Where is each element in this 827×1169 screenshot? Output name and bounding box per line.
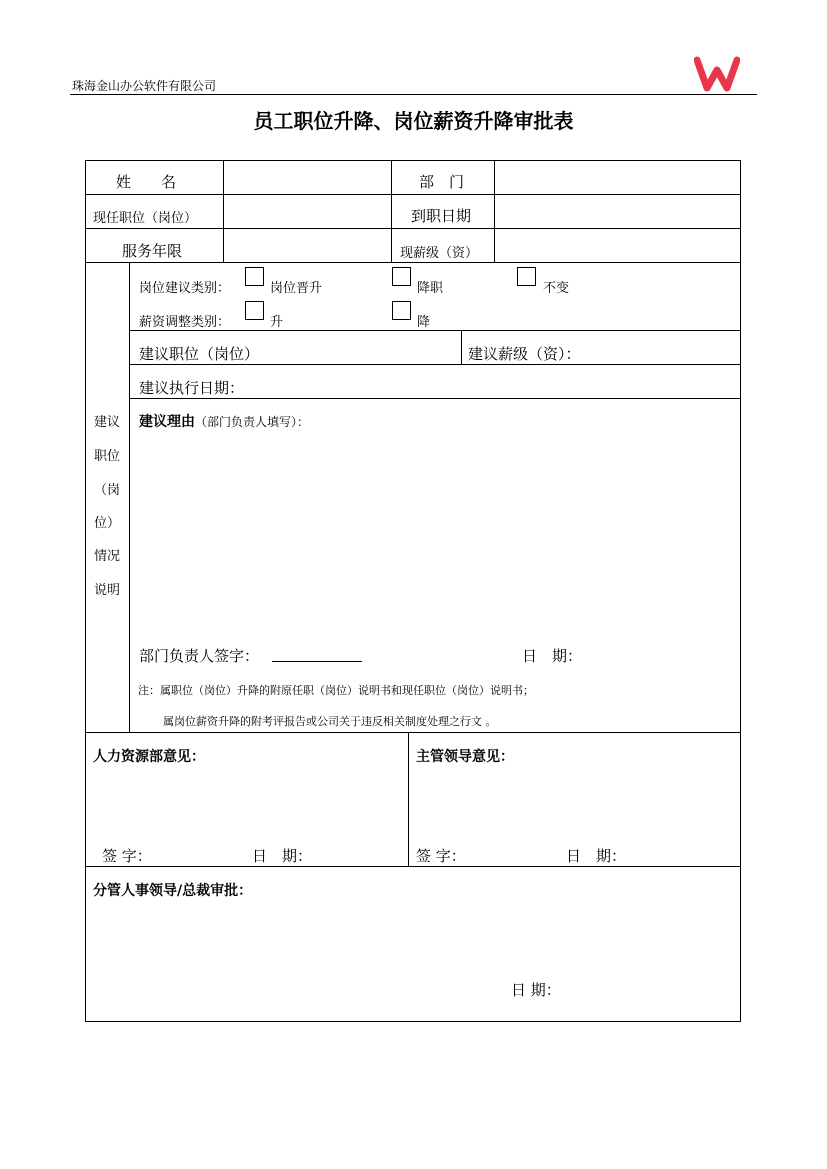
service-years-field[interactable] [224,229,391,262]
service-years-label: 服务年限 [122,242,183,260]
hr-opinion-label: 人力资源部意见： [93,749,205,765]
suggest-salary-field[interactable] [606,331,740,364]
reason-hint: （部门负责人填写）： [195,415,310,429]
col-divider [129,262,130,732]
exec-date-field[interactable] [256,365,740,398]
row-divider [86,262,740,263]
final-approval-field[interactable] [90,901,736,1011]
header-rule [70,94,757,95]
dept-date-label: 日 期： [522,647,583,665]
reason-heading [139,411,309,431]
post-demote-checkbox[interactable] [392,267,411,286]
post-promote-checkbox[interactable] [245,267,264,286]
col-divider [408,732,409,866]
current-salary-field[interactable] [495,229,740,262]
final-approval-label: 分管人事领导/总裁审批： [93,883,253,899]
salary-down-checkbox[interactable] [392,301,411,320]
post-promote-label: 岗位晋升 [270,281,323,296]
join-date-label: 到职日期 [411,207,472,225]
suggest-post-field[interactable] [296,331,461,364]
dept-label: 部 门 [419,173,465,191]
company-name: 珠海金山办公软件有限公司 [72,79,217,93]
exec-date-label: 建议执行日期： [139,379,245,397]
current-post-field[interactable] [224,195,391,228]
name-label: 姓 名 [116,173,177,191]
hr-sign-label: 签 字： [102,847,152,865]
suggest-post-label: 建议职位（岗位） [139,345,260,363]
post-type-label: 岗位建议类别： [139,281,231,296]
row-divider [86,866,740,867]
suggest-salary-label: 建议薪级（资）： [468,345,581,363]
leader-opinion-field[interactable] [412,766,736,841]
post-unchanged-checkbox[interactable] [517,267,536,286]
side-label-line: 情况 [94,549,121,564]
post-unchanged-label: 不变 [543,281,570,296]
side-label-line: 建议 [94,415,121,430]
salary-up-checkbox[interactable] [245,301,264,320]
signature-line[interactable] [272,661,362,662]
salary-up-label: 升 [270,315,284,330]
reason-textarea[interactable] [136,433,736,633]
post-demote-label: 降职 [417,281,444,296]
current-salary-label: 现薪级（资） [400,246,479,261]
leader-date-label: 日 期： [566,847,627,865]
leader-sign-label: 签 字： [416,847,466,865]
hr-date-label: 日 期： [252,847,313,865]
note-line-2: 属岗位薪资升降的附考评报告或公司关于违反相关制度处理之行文 。 [163,715,497,728]
salary-type-label: 薪资调整类别： [139,315,231,330]
current-post-label: 现任职位（岗位） [93,211,198,226]
side-label-line: 说明 [94,583,121,598]
salary-down-label: 降 [417,315,431,330]
side-label-line: 位） [94,516,121,531]
row-divider [129,398,740,399]
col-divider [461,330,462,364]
row-divider [86,732,740,733]
note-line-1: 注：属职位（岗位）升降的附原任职（岗位）说明书和现任职位（岗位）说明书； [138,684,534,697]
name-field[interactable] [224,161,391,194]
form-title: 员工职位升降、岗位薪资升降审批表 [253,109,574,133]
wps-logo-icon [694,56,740,92]
dept-sign-label: 部门负责人签字： [139,647,260,665]
final-date-label: 日 期： [511,981,561,999]
reason-label: 建议理由 [139,414,195,430]
side-label-line: （岗 [94,483,121,498]
hr-opinion-field[interactable] [90,766,404,841]
leader-opinion-label: 主管领导意见： [416,749,514,765]
dept-field[interactable] [495,161,740,194]
side-label-line: 职位 [94,449,121,464]
col-divider [391,161,392,262]
join-date-field[interactable] [495,195,740,228]
approval-form [85,160,741,1022]
